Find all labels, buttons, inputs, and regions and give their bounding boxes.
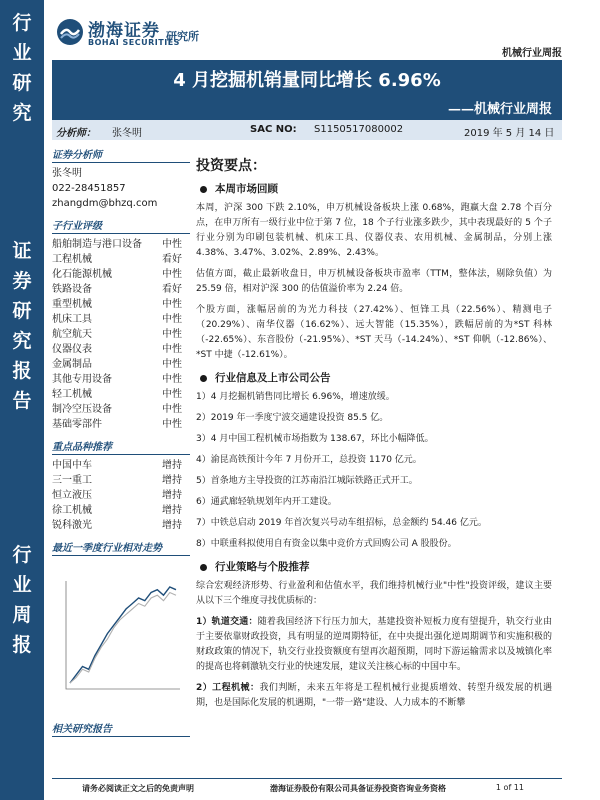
- rating-row: [52, 488, 190, 503]
- banner-char: 告: [12, 390, 32, 412]
- rating-row: [52, 417, 190, 432]
- news-item: 8）中联重科拟使用自有资金以集中竞价方式回购公司 A 股股份。: [196, 539, 457, 549]
- analyst-name: 张冬明: [112, 128, 142, 139]
- sac-code: S1150517080002: [314, 124, 404, 135]
- news-item: 3）4 月中国工程机械市场指数为 138.67，环比小幅降低。: [196, 434, 434, 444]
- relative-trend-chart: [52, 563, 190, 711]
- report-date: 2019 年 5 月 14 日: [464, 128, 555, 139]
- banner-top-text: [0, 8, 44, 128]
- banner-char: 行: [12, 12, 32, 34]
- rating-value: 看好: [162, 284, 182, 295]
- rating-row: [52, 327, 190, 342]
- bullet-icon: [200, 186, 207, 193]
- rating-value: 增持: [162, 490, 182, 501]
- rating-row: [52, 458, 190, 473]
- sac-label: SAC NO:: [250, 124, 297, 135]
- rating-industry: 基础零部件: [52, 419, 102, 430]
- investment-highlights-heading: 投资要点：: [196, 158, 266, 174]
- page-number: 1 of 11: [495, 783, 524, 792]
- banner-char: 周: [12, 604, 32, 626]
- rating-value: 增持: [162, 520, 182, 531]
- banner-char: 业: [12, 42, 32, 64]
- rating-value: 中性: [162, 344, 182, 355]
- rating-section-head: 子行业评级: [52, 217, 190, 234]
- banner-char: 报: [12, 360, 32, 382]
- analyst-label: 分析师：: [56, 128, 96, 139]
- rating-row: [52, 473, 190, 488]
- strategy-point: [196, 681, 552, 711]
- rating-industry: 船舶制造与港口设备: [52, 239, 142, 250]
- news-item: 5）首条地方主导投资的江苏南沿江城际铁路正式开工。: [196, 476, 418, 486]
- rating-value: 中性: [162, 374, 182, 385]
- related-reports-head: 相关研究报告: [52, 720, 190, 737]
- banner-char: 报: [12, 634, 32, 656]
- rating-industry: 仪器仪表: [52, 344, 92, 355]
- banner-bottom-text: [0, 540, 44, 660]
- rating-row: [52, 237, 190, 252]
- point-text: 我们判断，未来五年将是工程机械行业提质增效、转型升级发展的机遇期，也是国际化发展的机遇期，"一带一路"建设、人力成本的不断攀: [196, 683, 552, 708]
- point-lead: 1）轨道交通：: [196, 617, 258, 627]
- rating-industry: 铁路设备: [52, 284, 92, 295]
- rating-industry: 化石能源机械: [52, 269, 112, 280]
- banner-char: 研: [12, 300, 32, 322]
- brand-name-cn: 渤海证券: [88, 21, 160, 41]
- chart-series-line-1: [70, 593, 176, 684]
- analyst-email[interactable]: zhangdm@bhzq.com: [52, 198, 158, 209]
- report-subtitle: ——机械行业周报: [447, 102, 552, 117]
- rating-list: [52, 237, 190, 432]
- rating-value: 增持: [162, 505, 182, 516]
- rating-value: 中性: [162, 329, 182, 340]
- paragraph: 本周，沪深 300 下跌 2.10%，申万机械设备板块上涨 0.68%，跑赢大盘 2.78 个百分点，在申万所有一级行业中位于第 7 位，18 个子行业涨多跌少，其中表现最好的 5 个子行业分别为印刷包装机械、机床工具、仪器仪表、农用机械、金属制品，分别上涨 4.38%、3.47%、3.02%、2.89%、2.43%。: [196, 203, 552, 258]
- report-title: 4 月挖掘机销量同比增长 6.96%: [173, 70, 441, 91]
- banner-char: 业: [12, 574, 32, 596]
- rating-industry: 三一重工: [52, 475, 92, 486]
- rating-row: [52, 503, 190, 518]
- chart-axis: [66, 581, 180, 689]
- news-item: 2）2019 年一季度宁波交通建设投资 85.5 亿。: [196, 413, 389, 423]
- rating-industry: 其他专用设备: [52, 374, 112, 385]
- banner-char: 券: [12, 270, 32, 292]
- rating-value: 中性: [162, 404, 182, 415]
- rating-row: [52, 342, 190, 357]
- chart-section-head: 最近一季度行业相对走势: [52, 539, 190, 556]
- banner-char: 究: [12, 102, 32, 124]
- brand-name-en: BOHAI SECURITIES: [88, 38, 180, 47]
- rating-row: [52, 387, 190, 402]
- rating-value: 中性: [162, 269, 182, 280]
- section-strategy: [196, 558, 552, 576]
- news-item: 7）中铁总启动 2019 年首次复兴号动车组招标，总金额约 54.46 亿元。: [196, 518, 487, 528]
- institute-label: 研究所: [166, 30, 199, 43]
- section-title: 行业策略与个股推荐: [215, 561, 310, 573]
- rating-row: [52, 297, 190, 312]
- rating-value: 中性: [162, 299, 182, 310]
- section-title: 本周市场回顾: [215, 183, 278, 195]
- banner-char: 究: [12, 330, 32, 352]
- picks-section-head: 重点品种推荐: [52, 438, 190, 455]
- paragraph: 综合宏观经济形势、行业盈利和估值水平，我们维持机械行业"中性"投资评级，建议主要从以下三个维度寻找优质标的：: [196, 581, 552, 606]
- strategy-point: [196, 615, 552, 675]
- sidebar: [52, 146, 190, 740]
- rating-industry: 金属制品: [52, 359, 92, 370]
- rating-row: [52, 372, 190, 387]
- banner-char: 研: [12, 72, 32, 94]
- rating-industry: 轻工机械: [52, 389, 92, 400]
- bohai-logo-icon: [56, 18, 84, 46]
- rating-row: [52, 518, 190, 533]
- rating-industry: 锐科激光: [52, 520, 92, 531]
- main-content: [196, 156, 552, 717]
- bullet-icon: [200, 564, 207, 571]
- disclaimer-note: 请务必阅读正文之后的免责声明: [82, 784, 194, 793]
- qualification-note: 渤海证券股份有限公司具备证券投资咨询业务资格: [270, 784, 446, 793]
- section-industry-news: [196, 369, 552, 387]
- rating-industry: 机床工具: [52, 314, 92, 325]
- title-band: [52, 60, 562, 120]
- rating-industry: 制冷空压设备: [52, 404, 112, 415]
- section-title: 行业信息及上市公司公告: [215, 372, 331, 384]
- rating-industry: 徐工机械: [52, 505, 92, 516]
- chart-series-line-0: [70, 587, 176, 683]
- rating-value: 增持: [162, 460, 182, 471]
- rating-value: 中性: [162, 419, 182, 430]
- rating-row: [52, 402, 190, 417]
- point-text: 随着我国经济下行压力加大，基建投资补短板力度有望提升，轨交行业由于主要依靠财政投资，具有明显的逆周期特征，在中央提出强化逆周期调节和实施积极的财政政策的情况下，轨交行业投资额度有望再次超预期，同时下游运输需求以及城镇化率的提高也将刺激轨交行业的快速发展，建议关注核心标的中国中车。: [196, 617, 552, 672]
- banner-char: 行: [12, 544, 32, 566]
- banner-middle-text: [0, 236, 44, 416]
- rating-industry: 航空航天: [52, 329, 92, 340]
- rating-industry: 重型机械: [52, 299, 92, 310]
- rating-row: [52, 312, 190, 327]
- analyst-phone: 022-28451857: [52, 183, 126, 194]
- rating-row: [52, 267, 190, 282]
- paragraph: 个股方面，涨幅居前的为光力科技（27.42%）、恒锋工具（22.56%）、精测电子（20.29%）、南华仪器（16.62%）、远大智能（15.35%），跌幅居前的为*ST 科林（-22.65%）、东音股份（-21.95%）、*ST 天马（-14.24%）、*ST 仰帆（-12.86%）、*ST 中捷（-12.61%）。: [196, 305, 552, 360]
- rating-value: 看好: [162, 254, 182, 265]
- rating-value: 增持: [162, 475, 182, 486]
- rating-value: 中性: [162, 239, 182, 250]
- news-item: 4）渝昆高铁预计今年 7 月份开工，总投资 1170 亿元。: [196, 455, 422, 465]
- picks-list: [52, 458, 190, 533]
- rating-row: [52, 252, 190, 267]
- news-item: 1）4 月挖掘机销售同比增长 6.96%，增速放缓。: [196, 392, 395, 402]
- rating-industry: 恒立液压: [52, 490, 92, 501]
- news-item: 6）通武廊轻轨规划年内开工建设。: [196, 497, 337, 507]
- banner-char: 证: [12, 240, 32, 262]
- point-lead: 2）工程机械：: [196, 683, 260, 693]
- rating-industry: 工程机械: [52, 254, 92, 265]
- rating-value: 中性: [162, 314, 182, 325]
- rating-value: 中性: [162, 389, 182, 400]
- page-footer: [52, 778, 562, 796]
- rating-row: [52, 357, 190, 372]
- bullet-icon: [200, 375, 207, 382]
- analyst-section-head: 证券分析师: [52, 146, 190, 163]
- analyst-name-side: 张冬明: [52, 168, 82, 179]
- report-type: 机械行业周报: [502, 48, 562, 59]
- rating-value: 中性: [162, 359, 182, 370]
- rating-row: [52, 282, 190, 297]
- rating-industry: 中国中车: [52, 460, 92, 471]
- section-market-review: [196, 180, 552, 198]
- paragraph: 估值方面，截止最新收盘日，申万机械设备板块市盈率（TTM，整体法，剔除负值）为 25.59 倍，相对沪深 300 的估值溢价率为 2.24 倍。: [196, 269, 552, 294]
- analyst-info-row: [52, 120, 562, 140]
